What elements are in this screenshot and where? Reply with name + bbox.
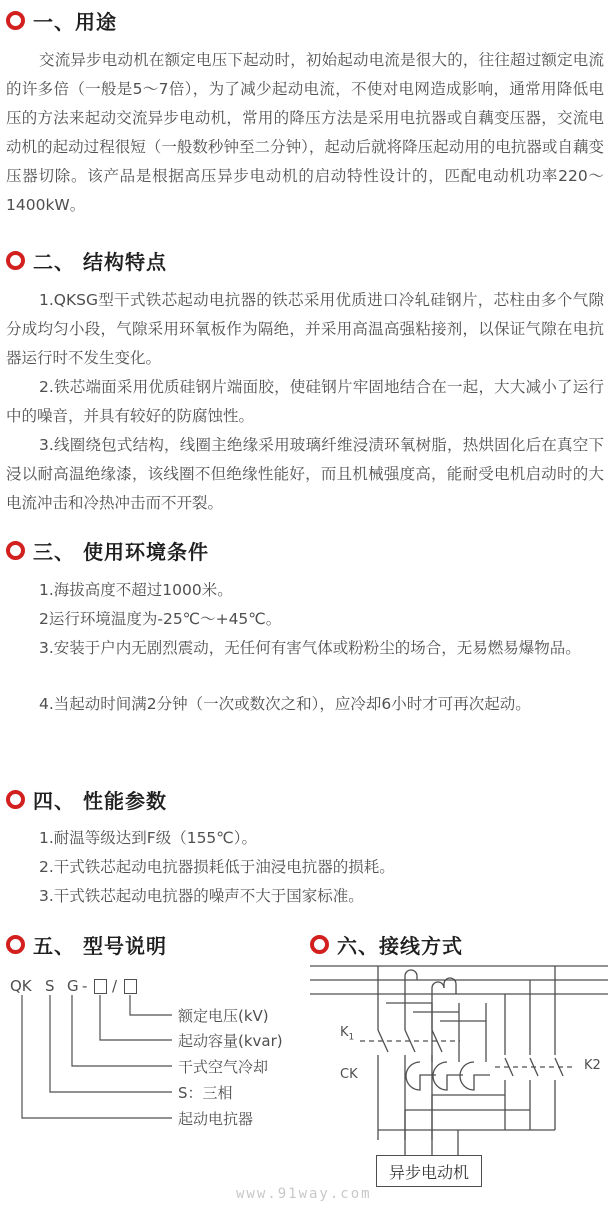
- code-s: S: [45, 977, 55, 995]
- code-qk: QK: [10, 977, 32, 995]
- watermark: www.91way.com: [236, 1186, 372, 1202]
- section-title: 二、 结构特点: [33, 249, 167, 274]
- section-title: 一、用途: [33, 9, 117, 34]
- section-title: 三、 使用环境条件: [33, 539, 209, 564]
- legend-start-capacity: 起动容量(kvar): [178, 1032, 283, 1050]
- section-4-item-2: 2.干式铁芯起动电抗器损耗低于油浸电抗器的损耗。: [39, 858, 395, 876]
- section-1-paragraph: 交流异步电动机在额定电压下起动时，初始起动电流是很大的，往往超过额定电流的许多倍（一般是5～7倍），为了减少起动电流，不使对电网造成影响，通常用降低电压的方法来起动交流异步电动机，常用的降压方法是采用电抗器或自藕变压器，交流电动机的起动过程很短（一般数秒钟至二分钟），起动后就将降压起动用的电抗器或自藕变压器切除。该产品是根据高压异步电动机的启动特性设计的，匹配电动机功率220～1400kW。: [6, 51, 604, 214]
- section-2-item-3: 3.线圈绕包式结构，线圈主绝缘采用玻璃纤维浸渍环氧树脂，热烘固化后在真空下浸以耐高温绝缘漆，该线圈不但绝缘性能好，而且机械强度高，能耐受电机启动时的大电流冲击和冷热冲击而不开裂。: [6, 436, 604, 512]
- section-3-item-2: 2运行环境温度为-25℃～+45℃。: [39, 610, 282, 628]
- label-k1-main: K: [340, 1025, 349, 1040]
- section-3-item-1: 1.海拔高度不超过1000米。: [39, 581, 233, 599]
- motor-box: 异步电动机: [376, 1155, 482, 1187]
- section-title: 六、接线方式: [337, 933, 463, 958]
- section-2-item-2: 2.铁芯端面采用优质硅钢片端面胶，使硅钢片牢固地结合在一起，大大减小了运行中的噪音，并具有较好的防腐蚀性。: [6, 378, 604, 425]
- section-2-item-1: 1.QKSG型干式铁芯起动电抗器的铁芯采用优质进口冷轧硅钢片，芯柱由多个气隙分成均匀小段，气隙采用环氧板作为隔绝，并采用高温高强粘接剂，以保证气隙在电抗器运行时不发生变化。: [6, 291, 604, 367]
- section-4-item-3: 3.干式铁芯起动电抗器的噪声不大于国家标准。: [39, 887, 364, 905]
- legend-dry-air-cooling: 干式空气冷却: [178, 1058, 269, 1076]
- label-k1: [340, 1025, 354, 1043]
- section-4-item-1: 1.耐温等级达到F级（155℃）。: [39, 829, 257, 847]
- legend-start-reactor: 起动电抗器: [178, 1110, 254, 1128]
- label-ck: CK: [340, 1067, 358, 1082]
- code-dash: -: [82, 977, 88, 995]
- label-k1-sub: 1: [348, 1032, 355, 1043]
- section-3-item-4: 4.当起动时间满2分钟（一次或数次之和），应冷却6小时才可再次起动。: [39, 695, 531, 713]
- label-k2: K2: [584, 1058, 601, 1073]
- section-3-item-3: 3.安装于户内无剧烈震动，无任何有害气体或粉粉尘的场合，无易燃易爆物品。: [39, 639, 581, 657]
- code-g: G: [67, 977, 79, 995]
- section-title: 五、 型号说明: [33, 933, 167, 958]
- section-title: 四、 性能参数: [33, 788, 167, 813]
- code-slash: /: [112, 977, 118, 995]
- legend-rated-voltage: 额定电压(kV): [178, 1007, 269, 1025]
- legend-three-phase: S：三相: [178, 1084, 233, 1102]
